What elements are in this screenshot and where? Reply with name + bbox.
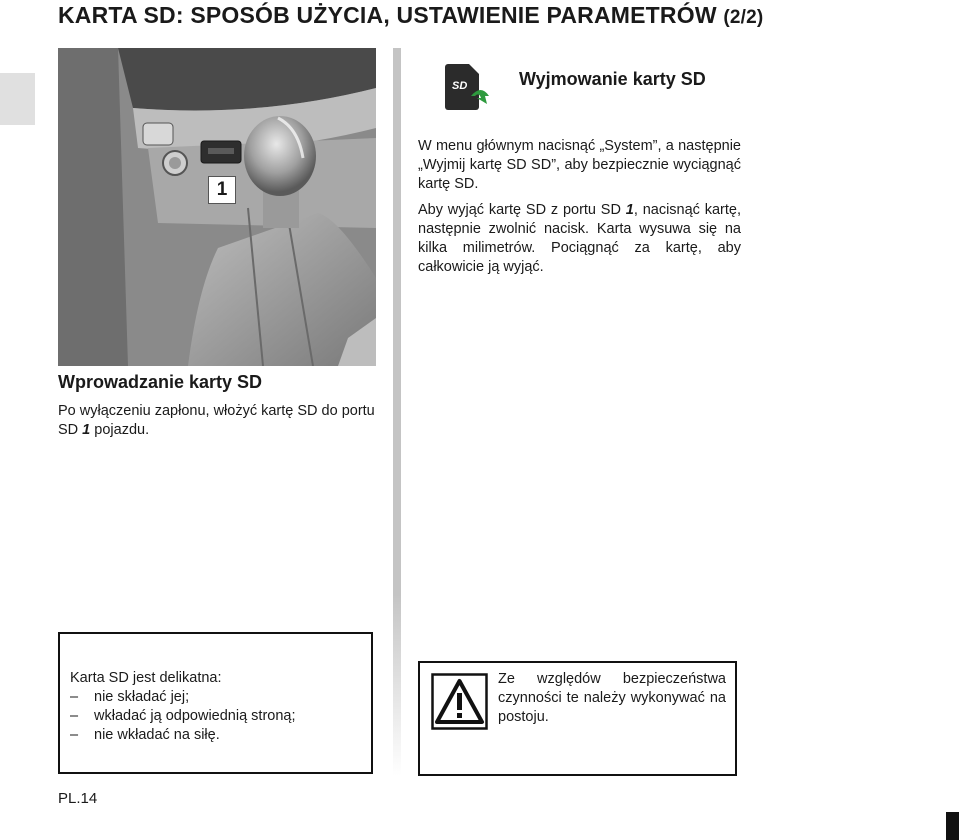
page-title-part: (2/2): [723, 7, 764, 28]
note-title: Karta SD jest delikatna:: [70, 670, 222, 686]
eject-instructions: Aby wyjąć kartę SD z portu SD 1, nacisnąć kartę, następnie zwolnić nacisk. Karta wysuwa się na kilka milimetrów. Pociągnąć za kartę, aby całkowicie ją wyjąć.: [418, 202, 742, 275]
side-tab-marker: [0, 73, 35, 125]
callout-label: 1: [208, 176, 236, 204]
list-item: – nie składać jej;: [70, 689, 190, 705]
svg-text:SD: SD: [452, 80, 468, 92]
sd-card-eject-icon: [443, 62, 493, 114]
list-item: – wkładać ją odpowiednią stroną;: [70, 708, 296, 724]
remove-section-title: Wyjmowanie karty SD: [519, 69, 706, 89]
insert-section-title: Wprowadzanie karty SD: [58, 372, 263, 392]
console-photo: [58, 48, 376, 366]
warning-text: Ze względów bezpieczeństwa czynności te należy wykonywać na postoju.: [498, 671, 726, 725]
page-title: KARTA SD: SPOSÓB UŻYCIA, USTAWIENIE PARAMETRÓW (2/2): [58, 2, 764, 28]
page-number: PL.14: [58, 790, 98, 807]
warning-triangle-icon: [431, 673, 488, 730]
note-content: [70, 669, 370, 745]
insert-instructions: Po wyłączeniu zapłonu, włożyć kartę SD do portu SD 1 pojazdu.: [58, 403, 375, 438]
menu-instructions: W menu głównym nacisnąć „System”, a następnie „Wyjmij kartę SD SD”, aby bezpiecznie wyciągnąć kartę SD.: [418, 138, 741, 192]
corner-mark: [946, 812, 959, 840]
column-divider: [393, 48, 401, 776]
list-item: – nie wkładać na siłę.: [70, 727, 220, 743]
note-list: [70, 688, 370, 745]
